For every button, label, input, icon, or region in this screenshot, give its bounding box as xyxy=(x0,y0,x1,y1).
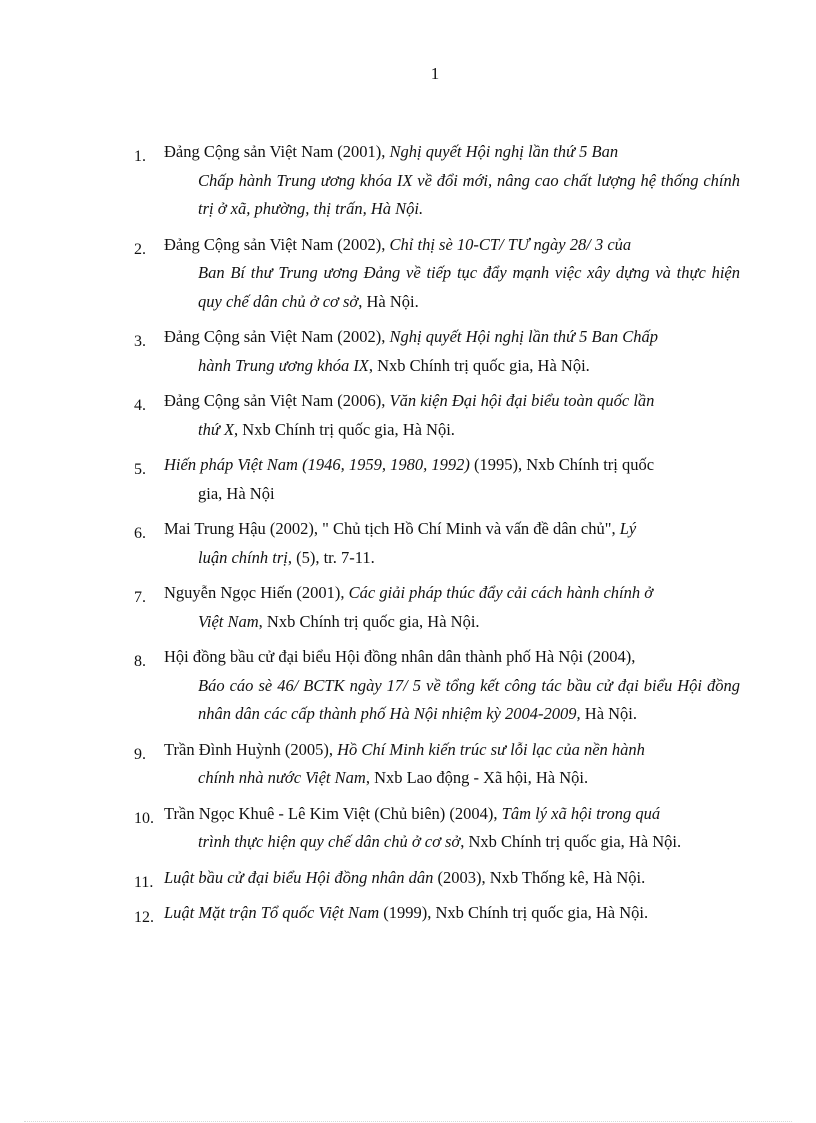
reference-plain-segment: Đảng Cộng sản Việt Nam (2001), xyxy=(164,142,390,161)
reference-first-line xyxy=(164,235,631,254)
reference-item xyxy=(134,643,740,729)
reference-text xyxy=(164,231,740,317)
reference-continuation xyxy=(164,608,740,637)
reference-item xyxy=(134,138,740,224)
reference-first-line xyxy=(164,804,660,823)
reference-title-segment: Chấp hành Trung ương khóa IX về đổi mới, nâng cao chất lượng hệ thống chính trị ở xã, phường, thị trấn, Hà Nội. xyxy=(198,170,740,218)
reference-text xyxy=(164,138,740,224)
reference-title-segment: chính nhà nước Việt Nam xyxy=(198,768,366,787)
reference-first-line xyxy=(164,391,654,410)
reference-item xyxy=(134,800,740,857)
reference-plain-segment: , Nxb Chính trị quốc gia, Hà Nội. xyxy=(368,355,590,375)
reference-number: 7. xyxy=(134,589,146,606)
reference-number: 10. xyxy=(134,809,154,827)
reference-plain-segment: Hội đồng bầu cử đại biểu Hội đồng nhân dân thành phố Hà Nội (2004), xyxy=(164,647,636,666)
reference-plain-segment: , Nxb Chính trị quốc gia, Hà Nội. xyxy=(460,832,682,851)
reference-plain-segment: (1999), Nxb Chính trị quốc gia, Hà Nội. xyxy=(379,903,649,922)
reference-number: 5. xyxy=(134,461,146,478)
reference-plain-segment: Mai Trung Hậu (2002), " Chủ tịch Hồ Chí Minh và vấn đề dân chủ", xyxy=(164,519,620,538)
reference-title-segment: Lý xyxy=(619,519,637,538)
reference-title-segment: hành Trung ương khóa IX xyxy=(198,355,369,375)
reference-item xyxy=(134,515,740,572)
reference-item xyxy=(134,231,740,317)
reference-text xyxy=(164,387,740,444)
reference-item xyxy=(134,579,740,636)
reference-first-line xyxy=(164,583,653,602)
reference-number: 9. xyxy=(134,745,146,763)
reference-plain-segment: , Nxb Lao động - Xã hội, Hà Nội. xyxy=(365,768,589,787)
reference-title-segment: Hồ Chí Minh kiến trúc sư lỗi lạc của nền hành xyxy=(337,739,645,759)
reference-item xyxy=(134,323,740,380)
reference-text xyxy=(164,451,740,508)
reference-text xyxy=(164,864,740,893)
reference-continuation xyxy=(164,828,740,857)
reference-plain-segment: Đảng Cộng sản Việt Nam (2002), xyxy=(164,234,390,254)
reference-first-line xyxy=(164,455,654,474)
reference-plain-segment: , Hà Nội. xyxy=(358,291,419,311)
reference-title-segment: trình thực hiện quy chế dân chủ ở cơ sở xyxy=(198,832,461,851)
reference-number: 6. xyxy=(134,525,146,542)
reference-item xyxy=(134,899,740,928)
reference-continuation xyxy=(164,672,740,729)
reference-first-line xyxy=(164,142,618,161)
page-bottom-rule xyxy=(24,1121,792,1122)
reference-continuation xyxy=(164,544,740,573)
reference-title-segment: Nghị quyết Hội nghị lần thứ 5 Ban Chấp xyxy=(389,327,658,346)
reference-list xyxy=(134,138,740,935)
reference-continuation xyxy=(164,764,740,793)
reference-continuation xyxy=(164,480,740,509)
reference-first-line xyxy=(164,740,645,759)
reference-title-segment: Nghị quyết Hội nghị lần thứ 5 Ban xyxy=(389,142,619,161)
reference-title-segment: Ban Bí thư Trung ương Đảng về tiếp tục đẩy mạnh việc xây dựng và thực hiện quy chế dân chủ ở cơ sở xyxy=(198,263,740,311)
reference-item xyxy=(134,387,740,444)
reference-title-segment: luận chính trị xyxy=(198,547,288,567)
reference-plain-segment: Đảng Cộng sản Việt Nam (2006), xyxy=(164,391,390,410)
reference-plain-segment: Đảng Cộng sản Việt Nam (2002), xyxy=(164,327,390,346)
reference-number: 3. xyxy=(134,333,146,350)
reference-text xyxy=(164,899,740,928)
reference-plain-segment: , Nxb Chính trị quốc gia, Hà Nội. xyxy=(234,419,455,439)
reference-plain-segment: gia, Hà Nội xyxy=(198,483,275,503)
reference-item xyxy=(134,451,740,508)
reference-first-line xyxy=(164,903,648,922)
reference-title-segment: Luật Mặt trận Tổ quốc Việt Nam xyxy=(164,903,380,922)
reference-number: 2. xyxy=(134,240,146,258)
reference-continuation xyxy=(164,259,740,316)
reference-first-line xyxy=(164,327,658,346)
reference-continuation xyxy=(164,167,740,224)
reference-title-segment: Văn kiện Đại hội đại biểu toàn quốc lần xyxy=(389,391,655,410)
reference-first-line xyxy=(164,647,635,666)
reference-item xyxy=(134,736,740,793)
reference-title-segment: Hiến pháp Việt Nam (1946, 1959, 1980, 1992) xyxy=(164,455,470,474)
reference-plain-segment: Hà Nội. xyxy=(580,704,638,723)
reference-plain-segment: Trần Ngọc Khuê - Lê Kim Việt (Chủ biên) (2004), xyxy=(164,803,502,823)
reference-text xyxy=(164,579,740,636)
reference-title-segment: Việt Nam xyxy=(198,611,259,631)
reference-text xyxy=(164,323,740,380)
reference-number: 1. xyxy=(134,148,146,165)
reference-text xyxy=(164,515,740,572)
reference-title-segment: Chỉ thị sè 10-CT/ TƯ ngày 28/ 3 của xyxy=(389,234,632,254)
reference-title-segment: Báo cáo sè 46/ BCTK ngày 17/ 5 về tổng kết công tác bầu cử đại biểu Hội đồng nhân dân các cấp thành phố Hà Nội nhiệm kỳ 2004-2009, xyxy=(198,675,740,723)
reference-item xyxy=(134,864,740,893)
page-number: 1 xyxy=(430,64,440,83)
reference-plain-segment: (1995), Nxb Chính trị quốc xyxy=(469,455,655,474)
reference-number: 12. xyxy=(134,909,154,926)
reference-first-line xyxy=(164,868,645,887)
reference-continuation xyxy=(164,352,740,381)
reference-continuation xyxy=(164,416,740,445)
reference-title-segment: thứ X xyxy=(198,419,235,439)
reference-number: 8. xyxy=(134,653,146,670)
reference-plain-segment: Trần Đình Huỳnh (2005), xyxy=(164,739,338,759)
reference-title-segment: Luật bầu cử đại biểu Hội đồng nhân dân xyxy=(164,867,434,887)
reference-text xyxy=(164,736,740,793)
reference-text xyxy=(164,800,740,857)
reference-number: 11. xyxy=(134,873,154,891)
reference-plain-segment: Nguyễn Ngọc Hiến (2001), xyxy=(164,583,349,602)
reference-number: 4. xyxy=(134,397,146,414)
reference-first-line xyxy=(164,519,636,538)
reference-title-segment: Tâm lý xã hội trong quá xyxy=(501,803,661,823)
reference-plain-segment: (2003), Nxb Thống kê, Hà Nội. xyxy=(433,867,646,887)
reference-plain-segment: , Nxb Chính trị quốc gia, Hà Nội. xyxy=(258,611,480,631)
reference-plain-segment: , (5), tr. 7-11. xyxy=(287,547,375,567)
reference-text xyxy=(164,643,740,729)
reference-title-segment: Các giải pháp thúc đẩy cải cách hành chính ở xyxy=(348,583,654,602)
